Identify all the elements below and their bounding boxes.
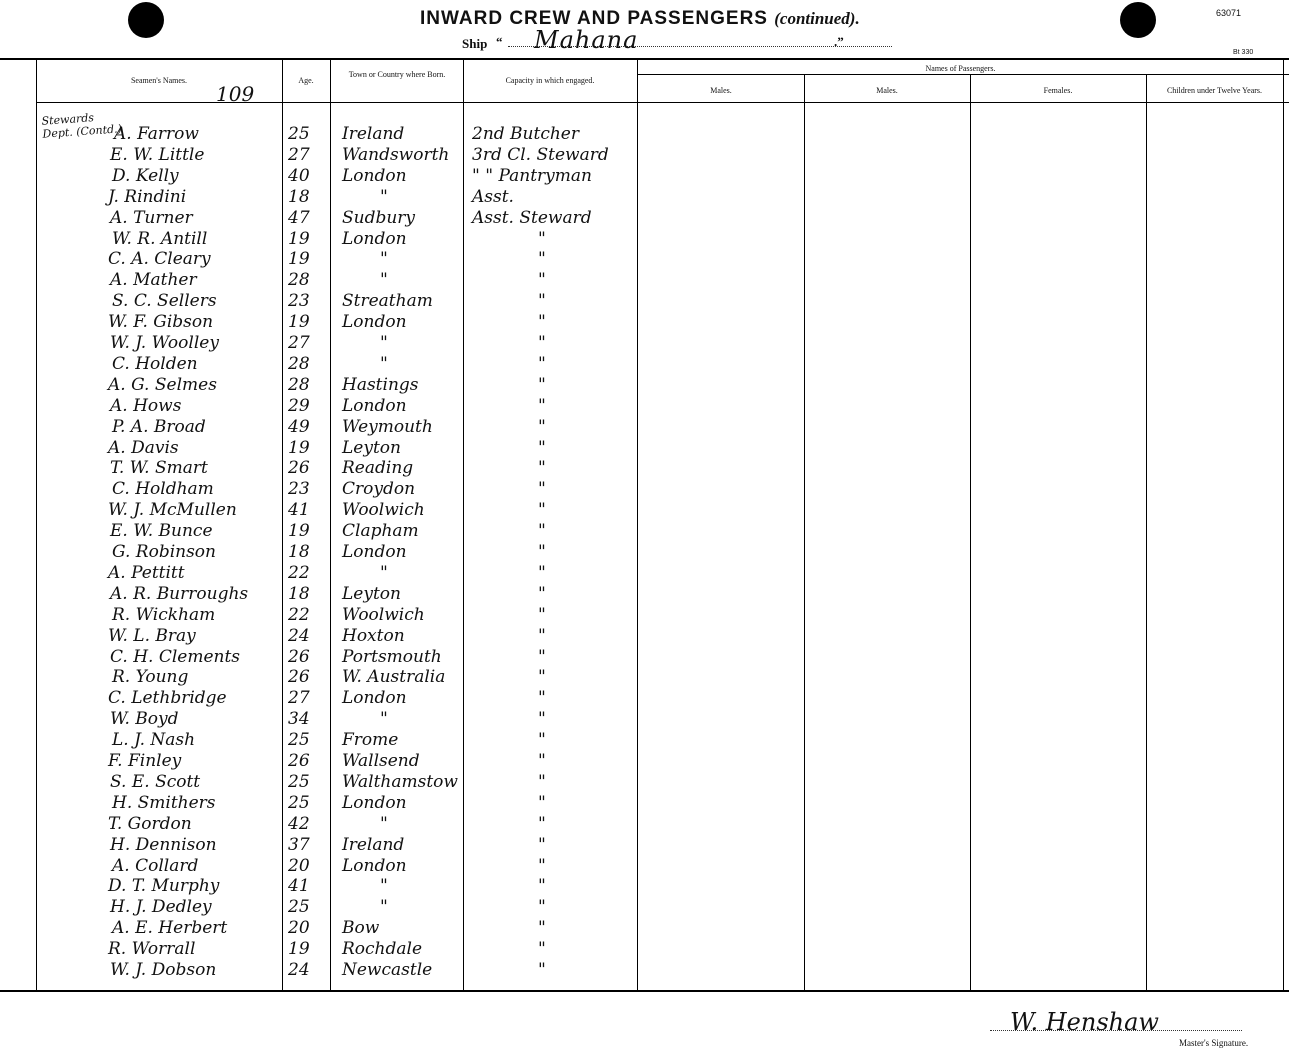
crew-age: 25 xyxy=(288,730,310,751)
crew-age: 20 xyxy=(288,918,310,939)
crew-age: 19 xyxy=(288,437,310,458)
crew-town-born: Hoxton xyxy=(342,625,405,646)
crew-town-born: London xyxy=(342,395,407,416)
crew-age: 19 xyxy=(288,939,310,960)
page-title xyxy=(420,8,860,30)
crew-name: T. Gordon xyxy=(108,813,192,834)
crew-age: 24 xyxy=(288,625,310,646)
crew-age: 26 xyxy=(288,751,310,771)
punch-hole-right xyxy=(1120,2,1156,38)
crew-age: 18 xyxy=(288,542,310,562)
title-suffix: (continued). xyxy=(774,9,860,28)
crew-age: 24 xyxy=(288,960,310,980)
crew-name: D. Kelly xyxy=(112,165,179,186)
crew-town-born: Newcastle xyxy=(342,960,433,980)
crew-age: 27 xyxy=(288,144,310,165)
crew-town-born: " xyxy=(380,897,388,918)
crew-capacity: " xyxy=(538,709,546,730)
crew-age: 49 xyxy=(288,416,310,437)
passengers-subheader-rule xyxy=(638,74,1289,75)
crew-town-born: London xyxy=(342,792,407,813)
crew-age: 19 xyxy=(288,521,310,542)
crew-age: 23 xyxy=(288,479,310,500)
ship-line xyxy=(462,26,862,54)
header-names-of-passengers: Names of Passengers. xyxy=(925,64,996,73)
crew-town-born: Rochdale xyxy=(342,939,423,960)
crew-town-born: Frome xyxy=(342,730,399,751)
crew-name: T. W. Smart xyxy=(110,458,208,479)
crew-name: R. Young xyxy=(112,667,189,688)
crew-capacity: " xyxy=(538,583,546,604)
header-seamen-names: Seamen's Names. xyxy=(130,76,188,85)
crew-town-born: W. Australia xyxy=(342,667,446,688)
crew-capacity: " xyxy=(538,813,546,834)
crew-name: H. Dennison xyxy=(110,834,217,855)
crew-name: A. G. Selmes xyxy=(108,374,217,395)
crew-table xyxy=(0,58,1289,990)
title-main: INWARD CREW AND PASSENGERS xyxy=(420,8,768,29)
crew-name: A. Davis xyxy=(108,437,179,458)
crew-town-born: " xyxy=(380,709,388,730)
crew-capacity: " xyxy=(538,855,546,876)
ship-quote-open: “ xyxy=(496,34,503,49)
crew-capacity: " xyxy=(538,395,546,416)
crew-town-born: Walthamstow xyxy=(342,771,458,792)
rule-after-males1 xyxy=(804,75,805,990)
rule-after-town xyxy=(463,58,464,990)
crew-town-born: " xyxy=(380,270,388,291)
crew-capacity: " xyxy=(538,479,546,500)
crew-town-born: Weymouth xyxy=(342,416,433,437)
crew-capacity: " xyxy=(538,730,546,751)
crew-age: 19 xyxy=(288,228,310,249)
crew-age: 25 xyxy=(288,792,310,813)
crew-town-born: Croydon xyxy=(342,479,416,500)
crew-town-born: London xyxy=(342,165,407,186)
crew-capacity: " xyxy=(538,458,546,479)
crew-town-born: London xyxy=(342,855,407,876)
crew-capacity: " xyxy=(538,897,546,918)
crew-name: A. Farrow xyxy=(114,124,199,144)
crew-age: 41 xyxy=(288,876,310,897)
crew-name: A. R. Burroughs xyxy=(110,583,249,604)
crew-capacity: " xyxy=(538,228,546,249)
crew-town-born: Woolwich xyxy=(342,500,425,521)
crew-name: A. Pettitt xyxy=(108,562,185,583)
page-count-annotation: 109 xyxy=(216,82,255,106)
punch-hole-left xyxy=(128,2,164,38)
crew-age: 27 xyxy=(288,688,310,709)
crew-capacity: 2nd Butcher xyxy=(472,124,579,144)
crew-capacity: " xyxy=(538,437,546,458)
crew-capacity: " xyxy=(538,939,546,960)
crew-age: 42 xyxy=(288,813,310,834)
crew-name: A. E. Herbert xyxy=(112,918,228,939)
crew-name: J. Rindini xyxy=(108,186,187,207)
crew-name: S. C. Sellers xyxy=(112,291,217,312)
crew-name: C. A. Cleary xyxy=(108,249,211,270)
crew-age: 20 xyxy=(288,855,310,876)
crew-name: A. Hows xyxy=(110,395,182,416)
crew-name: H. J. Dedley xyxy=(110,897,212,918)
header-children: Children under Twelve Years. xyxy=(1166,86,1263,95)
crew-capacity: " xyxy=(538,834,546,855)
crew-name: W. J. Woolley xyxy=(110,333,219,353)
crew-age: 26 xyxy=(288,646,310,667)
crew-name: W. Boyd xyxy=(110,709,179,730)
ship-quote-close: .” xyxy=(834,34,844,49)
rule-right-margin xyxy=(1283,58,1284,990)
crew-town-born: Hastings xyxy=(342,374,419,395)
crew-capacity: " xyxy=(538,625,546,646)
master-signature: W. Henshaw xyxy=(1010,1008,1159,1036)
crew-town-born: Woolwich xyxy=(342,604,425,625)
crew-age: 19 xyxy=(288,249,310,270)
crew-age: 25 xyxy=(288,771,310,792)
crew-town-born: Sudbury xyxy=(342,207,416,228)
ship-name: Mahana xyxy=(534,26,639,54)
crew-town-born: London xyxy=(342,542,407,562)
crew-town-born: Ireland xyxy=(342,124,405,144)
crew-town-born: " xyxy=(380,333,388,353)
crew-age: 22 xyxy=(288,562,310,583)
crew-capacity: " xyxy=(538,646,546,667)
crew-town-born: Reading xyxy=(342,458,414,479)
signature-label: Master's Signature. xyxy=(1179,1038,1249,1048)
crew-age: 28 xyxy=(288,353,310,374)
crew-town-born: " xyxy=(380,186,388,207)
crew-town-born: " xyxy=(380,562,388,583)
crew-name: C. Lethbridge xyxy=(108,688,227,709)
crew-age: 22 xyxy=(288,604,310,625)
ship-label: Ship xyxy=(462,36,488,51)
crew-town-born: Streatham xyxy=(342,291,433,312)
crew-age: 41 xyxy=(288,500,310,521)
rule-after-males2 xyxy=(970,75,971,990)
crew-age: 18 xyxy=(288,583,310,604)
crew-name: A. Mather xyxy=(110,270,197,291)
crew-name: D. T. Murphy xyxy=(108,876,220,897)
crew-capacity: " xyxy=(538,960,546,980)
crew-capacity: " xyxy=(538,416,546,437)
crew-age: 47 xyxy=(288,207,310,228)
crew-capacity: " xyxy=(538,521,546,542)
header-males-2: Males. xyxy=(876,86,898,95)
crew-age: 26 xyxy=(288,458,310,479)
crew-name: R. Wickham xyxy=(112,604,216,625)
crew-town-born: Leyton xyxy=(342,583,401,604)
crew-age: 25 xyxy=(288,897,310,918)
crew-town-born: London xyxy=(342,228,407,249)
crew-name: W. F. Gibson xyxy=(108,312,214,333)
crew-town-born: " xyxy=(380,249,388,270)
crew-age: 28 xyxy=(288,270,310,291)
department-annotation: Stewards Dept. (Contd.) xyxy=(41,111,123,141)
crew-town-born: " xyxy=(380,876,388,897)
crew-town-born: London xyxy=(342,312,407,333)
crew-age: 29 xyxy=(288,395,310,416)
header-age: Age. xyxy=(298,76,314,85)
header-capacity: Capacity in which engaged. xyxy=(505,76,595,85)
form-number: 63071 xyxy=(1216,8,1242,18)
crew-name: W. J. Dobson xyxy=(110,960,217,980)
crew-town-born: London xyxy=(342,688,407,709)
crew-age: 25 xyxy=(288,124,310,144)
table-bottom-rule xyxy=(0,990,1289,992)
crew-town-born: Ireland xyxy=(342,834,405,855)
crew-capacity: " xyxy=(538,500,546,521)
crew-capacity: " xyxy=(538,604,546,625)
crew-age: 27 xyxy=(288,333,310,353)
crew-town-born: Bow xyxy=(342,918,380,939)
crew-capacity: " xyxy=(538,249,546,270)
crew-name: S. E. Scott xyxy=(110,771,201,792)
crew-capacity: " xyxy=(538,353,546,374)
table-top-rule xyxy=(0,58,1289,60)
form-code: Bt 330 xyxy=(1233,49,1254,56)
crew-town-born: Portsmouth xyxy=(342,646,442,667)
crew-capacity: " xyxy=(538,562,546,583)
header-males-1: Males. xyxy=(710,86,732,95)
crew-age: 18 xyxy=(288,186,310,207)
crew-name: C. Holden xyxy=(112,353,198,374)
crew-capacity: " xyxy=(538,918,546,939)
crew-capacity: Asst. xyxy=(472,186,514,207)
rule-after-capacity xyxy=(637,58,638,990)
signature-dotted-line xyxy=(990,1030,1242,1031)
crew-name: C. Holdham xyxy=(112,479,214,500)
rule-left-margin xyxy=(36,58,37,990)
header-females: Females. xyxy=(1043,86,1073,95)
crew-name: H. Smithers xyxy=(112,792,216,813)
rule-after-names xyxy=(282,58,283,990)
crew-age: 28 xyxy=(288,374,310,395)
crew-name: P. A. Broad xyxy=(112,416,206,437)
crew-age: 26 xyxy=(288,667,310,688)
crew-capacity: " xyxy=(538,291,546,312)
crew-age: 37 xyxy=(288,834,310,855)
crew-name: R. Worrall xyxy=(108,939,196,960)
crew-capacity: " xyxy=(538,771,546,792)
crew-name: A. Turner xyxy=(110,207,193,228)
crew-capacity: 3rd Cl. Steward xyxy=(472,144,609,165)
crew-name: E. W. Bunce xyxy=(110,521,213,542)
crew-name: G. Robinson xyxy=(112,542,216,562)
crew-town-born: " xyxy=(380,353,388,374)
header-town-born: Town or Country where Born. xyxy=(348,70,446,79)
crew-name: W. J. McMullen xyxy=(108,500,237,521)
crew-capacity: " xyxy=(538,751,546,771)
crew-capacity: " xyxy=(538,792,546,813)
rule-after-age xyxy=(330,58,331,990)
crew-town-born: Clapham xyxy=(342,521,419,542)
crew-name: C. H. Clements xyxy=(110,646,241,667)
crew-capacity: " xyxy=(538,667,546,688)
crew-town-born: " xyxy=(380,813,388,834)
crew-capacity: " xyxy=(538,542,546,562)
crew-name: E. W. Little xyxy=(110,144,205,165)
crew-capacity: " xyxy=(538,312,546,333)
crew-name: L. J. Nash xyxy=(112,730,196,751)
crew-capacity: " " Pantryman xyxy=(472,165,592,186)
crew-town-born: Wallsend xyxy=(342,751,420,771)
rule-after-females xyxy=(1146,75,1147,990)
crew-capacity: " xyxy=(538,876,546,897)
crew-name: W. R. Antill xyxy=(112,228,208,249)
crew-capacity: " xyxy=(538,374,546,395)
crew-age: 19 xyxy=(288,312,310,333)
crew-capacity: " xyxy=(538,688,546,709)
crew-capacity: Asst. Steward xyxy=(472,207,592,228)
crew-town-born: Wandsworth xyxy=(342,144,450,165)
crew-age: 40 xyxy=(288,165,310,186)
crew-name: W. L. Bray xyxy=(108,625,196,646)
crew-town-born: Leyton xyxy=(342,437,401,458)
crew-name: A. Collard xyxy=(112,855,199,876)
crew-capacity: " xyxy=(538,333,546,353)
crew-name: F. Finley xyxy=(108,751,182,771)
crew-capacity: " xyxy=(538,270,546,291)
crew-age: 23 xyxy=(288,291,310,312)
crew-age: 34 xyxy=(288,709,310,730)
